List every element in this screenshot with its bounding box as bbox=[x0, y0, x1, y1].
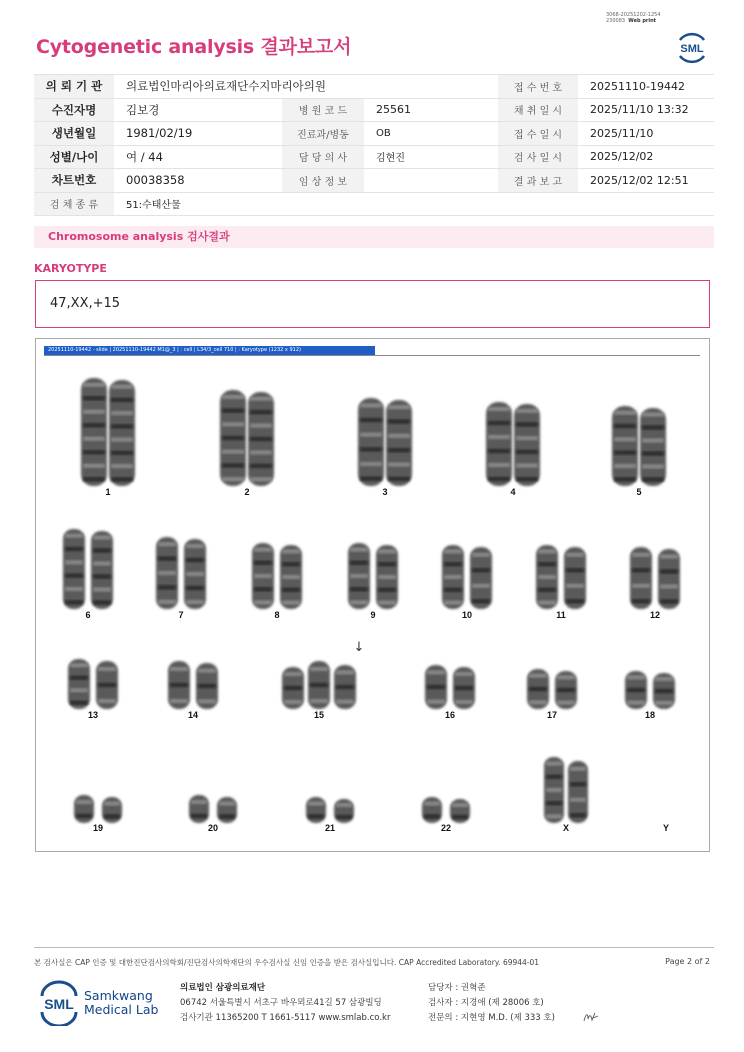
chromosome-4-a bbox=[486, 402, 512, 486]
physician-value: 김현진 bbox=[364, 145, 498, 169]
received-value: 2025/11/10 bbox=[578, 122, 714, 146]
certification-note: 본 검사실은 CAP 인증 및 대한진단검사의학회/진단검사의학재단의 우수검사실 신임 인증을 받은 검사실입니다. CAP Accredited Laboratory. 69944-01 bbox=[34, 958, 540, 967]
chromosome-label: X bbox=[562, 823, 570, 833]
dob-value: 1981/02/19 bbox=[114, 122, 282, 146]
test-date-value: 2025/12/02 bbox=[578, 145, 714, 169]
chromosome-6-b bbox=[91, 531, 113, 609]
chromosome-19-a bbox=[74, 795, 94, 823]
physician-label: 담 당 의 사 bbox=[282, 145, 364, 169]
chromosome-label: 11 bbox=[556, 610, 566, 620]
document-code-line1: 3068-20251202-1254 bbox=[606, 12, 661, 18]
chromosome-22-a bbox=[422, 797, 442, 823]
chromosome-12-b bbox=[658, 549, 680, 609]
chromosome-17-b bbox=[555, 671, 577, 709]
karyogram-caption: 20251110-19442 - slide | 20251110-19442 M1@_3 | : cell | L34/3_cell 710 | : Karyotype (1232 x 912) bbox=[44, 346, 375, 355]
institution-label: 의 뢰 기 관 bbox=[34, 75, 114, 99]
karyogram-figure bbox=[36, 339, 711, 853]
table-row bbox=[34, 145, 714, 169]
report-label: 결 과 보 고 bbox=[498, 169, 578, 193]
karyotype-result: 47,XX,+15 bbox=[35, 280, 710, 328]
report-title: Cytogenetic analysis 결과보고서 bbox=[36, 36, 352, 58]
page-number: Page 2 of 2 bbox=[665, 957, 710, 966]
trisomy-arrow-icon: ↓ bbox=[353, 640, 365, 655]
web-print-label: Web print bbox=[628, 18, 657, 24]
chromosome-15-b bbox=[308, 661, 330, 709]
chromosome-13-a bbox=[68, 659, 90, 709]
chromosome-label: Y bbox=[662, 823, 670, 833]
chromosome-8-a bbox=[252, 543, 274, 609]
staff-specialist: 전문의 : 지현영 M.D. (제 333 호) bbox=[428, 1013, 555, 1023]
chromosome-label: 12 bbox=[649, 610, 661, 620]
chromosome-19-b bbox=[102, 797, 122, 823]
brand-name bbox=[84, 989, 158, 1017]
table-row bbox=[34, 75, 714, 99]
dept-value: OB bbox=[364, 122, 498, 146]
organization-address: 06742 서울특별시 서초구 바우뫼로41길 57 삼광빌딩 bbox=[180, 998, 382, 1008]
received-label: 접 수 일 시 bbox=[498, 122, 578, 146]
test-date-label: 검 사 일 시 bbox=[498, 145, 578, 169]
chromosome-11-a bbox=[536, 545, 558, 609]
table-row bbox=[34, 169, 714, 193]
document-code bbox=[606, 12, 661, 24]
organization-contact: 검사기관 11365200 T 1661-5117 www.smlab.co.kr bbox=[180, 1013, 391, 1023]
chromosome-14-a bbox=[168, 661, 190, 709]
chromosome-16-b bbox=[453, 667, 475, 709]
chromosome-label: 18 bbox=[644, 710, 656, 720]
chromosome-label: 2 bbox=[244, 487, 250, 497]
karyotype-label: KARYOTYPE bbox=[34, 262, 107, 275]
chromosome-10-b bbox=[470, 547, 492, 609]
brand-line2: Medical Lab bbox=[84, 1002, 159, 1017]
karyogram-image bbox=[35, 338, 710, 852]
chromosome-17-a bbox=[527, 669, 549, 709]
chromosome-label: 21 bbox=[324, 823, 336, 833]
chromosome-label: 6 bbox=[85, 610, 91, 620]
sml-logo-text: SML bbox=[680, 43, 704, 55]
staff-info bbox=[428, 981, 555, 1026]
chromosome-label: 5 bbox=[636, 487, 642, 497]
sml-footer-logo-text: SML bbox=[44, 996, 74, 1012]
dob-label: 생년월일 bbox=[34, 122, 114, 146]
sex-age-value: 여 / 44 bbox=[114, 145, 282, 169]
chromosome-12-a bbox=[630, 547, 652, 609]
chromosome-2-a bbox=[220, 390, 246, 486]
table-row bbox=[34, 192, 714, 216]
chromosome-9-a bbox=[348, 543, 370, 609]
chromosome-1-a bbox=[81, 378, 107, 486]
chromosome-X-a bbox=[544, 757, 564, 823]
footer-divider bbox=[34, 947, 714, 948]
name-label: 수진자명 bbox=[34, 98, 114, 122]
sex-age-label: 성별/나이 bbox=[34, 145, 114, 169]
chromosome-8-b bbox=[280, 545, 302, 609]
chromosome-6-a bbox=[63, 529, 85, 609]
chromosome-20-b bbox=[217, 797, 237, 823]
receipt-no-value: 20251110-19442 bbox=[578, 75, 714, 99]
hospital-code-value: 25561 bbox=[364, 98, 498, 122]
specimen-label: 검 체 종 류 bbox=[34, 192, 114, 216]
chromosome-5-a bbox=[612, 406, 638, 486]
chromosome-label: 22 bbox=[440, 823, 452, 833]
chromosome-label: 13 bbox=[87, 710, 99, 720]
chromosome-7-b bbox=[184, 539, 206, 609]
document-code-line2: 230083 bbox=[606, 18, 626, 24]
institution-value: 의료법인마리아의료재단수지마리아의원 bbox=[114, 75, 498, 99]
chromosome-label: 1 bbox=[105, 487, 111, 497]
table-row bbox=[34, 98, 714, 122]
name-value: 김보경 bbox=[114, 98, 282, 122]
collection-value: 2025/11/10 13:32 bbox=[578, 98, 714, 122]
chromosome-9-b bbox=[376, 545, 398, 609]
organization-name: 의료법인 삼광의료재단 bbox=[180, 983, 266, 993]
chromosome-label: 10 bbox=[461, 610, 473, 620]
chromosome-label: 17 bbox=[546, 710, 558, 720]
chromosome-15-c bbox=[334, 665, 356, 709]
chromosome-11-b bbox=[564, 547, 586, 609]
chromosome-label: 19 bbox=[92, 823, 104, 833]
chromosome-10-a bbox=[442, 545, 464, 609]
chromosome-22-b bbox=[450, 799, 470, 823]
chromosome-14-b bbox=[196, 663, 218, 709]
chromosome-X-b bbox=[568, 761, 588, 823]
receipt-no-label: 접 수 번 호 bbox=[498, 75, 578, 99]
chromosome-20-a bbox=[189, 795, 209, 823]
chromosome-18-a bbox=[625, 671, 647, 709]
chromosome-13-b bbox=[96, 661, 118, 709]
chart-no-value: 00038358 bbox=[114, 169, 282, 193]
chromosome-4-b bbox=[514, 404, 540, 486]
chromosome-15-a bbox=[282, 667, 304, 709]
specimen-value: 51:수태산물 bbox=[114, 192, 714, 216]
chromosome-3-b bbox=[386, 400, 412, 486]
chromosome-7-a bbox=[156, 537, 178, 609]
chromosome-21-b bbox=[334, 799, 354, 823]
clinical-info-label: 임 상 정 보 bbox=[282, 169, 364, 193]
chromosome-label: 3 bbox=[382, 487, 388, 497]
result-section-header: Chromosome analysis 검사결과 bbox=[34, 226, 714, 248]
chromosome-label: 9 bbox=[370, 610, 376, 620]
patient-info-table bbox=[34, 74, 714, 216]
chart-no-label: 차트번호 bbox=[34, 169, 114, 193]
organization-info bbox=[180, 981, 390, 1026]
staff-examiner: 검사자 : 지경애 (제 28006 호) bbox=[428, 998, 544, 1008]
clinical-info-value bbox=[364, 169, 498, 193]
hospital-code-label: 병 원 코 드 bbox=[282, 98, 364, 122]
chromosome-18-b bbox=[653, 673, 675, 709]
chromosome-1-b bbox=[109, 380, 135, 486]
signature-icon bbox=[582, 1010, 600, 1024]
table-row bbox=[34, 122, 714, 146]
brand-line1: Samkwang bbox=[84, 988, 153, 1003]
report-value: 2025/12/02 12:51 bbox=[578, 169, 714, 193]
chromosome-2-b bbox=[248, 392, 274, 486]
staff-manager: 담당자 : 권혁준 bbox=[428, 983, 486, 993]
chromosome-label: 7 bbox=[178, 610, 184, 620]
sml-logo-icon bbox=[672, 26, 712, 66]
chromosome-16-a bbox=[425, 665, 447, 709]
chromosome-5-b bbox=[640, 408, 666, 486]
chromosome-label: 16 bbox=[444, 710, 456, 720]
sml-footer-logo-icon bbox=[36, 980, 82, 1026]
chromosome-21-a bbox=[306, 797, 326, 823]
dept-label: 진료과/병동 bbox=[282, 122, 364, 146]
chromosome-label: 14 bbox=[187, 710, 199, 720]
chromosome-label: 20 bbox=[207, 823, 219, 833]
chromosome-label: 15 bbox=[313, 710, 325, 720]
chromosome-label: 4 bbox=[510, 487, 516, 497]
chromosome-label: 8 bbox=[274, 610, 280, 620]
chromosome-3-a bbox=[358, 398, 384, 486]
collection-label: 채 취 일 시 bbox=[498, 98, 578, 122]
